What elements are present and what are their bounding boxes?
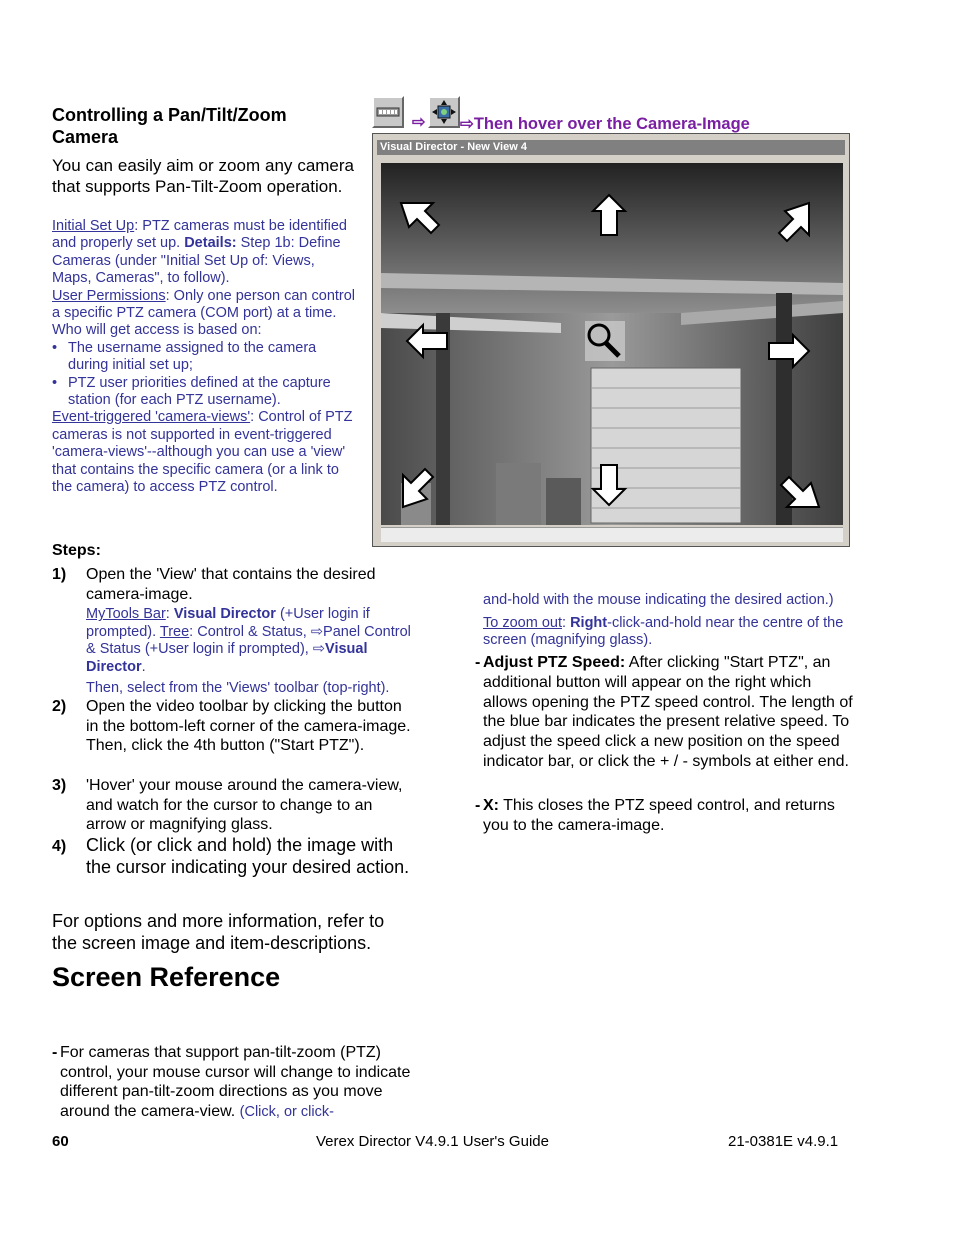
permissions-text: : Only one person can control a specific PTZ camera (COM port) at a time. Who will get access is based on: (52, 287, 356, 339)
close-ptz-item (475, 796, 855, 836)
hover-instruction (414, 114, 750, 134)
arrow-right-icon: ⇨ (460, 115, 474, 133)
intro-paragraph: You can easily aim or zoom any camera that supports Pan-Tilt-Zoom operation. (52, 156, 354, 196)
step-number: 4) (52, 838, 67, 855)
footer-title: Verex Director V4.9.1 User's Guide (316, 1133, 549, 1150)
steps-heading: Steps: (52, 542, 101, 559)
ptz-item (52, 1043, 432, 1122)
notes-block (52, 218, 356, 497)
window-title: Visual Director - New View 4 (377, 140, 845, 155)
tree-link[interactable]: Tree (159, 623, 190, 640)
video-toolbar-button[interactable] (372, 96, 404, 128)
step-1-note: Then, select from the 'Views' toolbar (top-right). (86, 679, 390, 696)
page-number: 60 (52, 1133, 69, 1150)
status-bar (381, 527, 843, 542)
hover-instruction-text: Then hover over the Camera-Image (473, 115, 750, 133)
step-number: 2) (52, 698, 67, 715)
magnifier-icon (585, 321, 625, 361)
toolbar-icon (374, 98, 402, 126)
adjust-speed-item (475, 653, 855, 772)
setup-text-2: Step 1b: Define Cameras (under "Initial Set Up of: Views, Maps, Cameras", to follow). (52, 235, 341, 287)
document-number: 21-0381E v4.9.1 (728, 1133, 839, 1150)
details-label: Details: (184, 235, 237, 252)
event-text: : Control of PTZ cameras is not supported in event-triggered 'camera-views'--although you can use a 'view' that contains the specific camera (or a link to the camera) to access PTZ control. (52, 409, 353, 496)
close-label: X: (483, 797, 499, 814)
step-1 (52, 565, 412, 697)
permissions-list (52, 340, 356, 410)
visual-director-window (372, 133, 850, 547)
item-dash: - (52, 1044, 58, 1061)
visual-director-label: Visual Director (86, 641, 368, 675)
right-label: Right (570, 615, 608, 631)
setup-text: : PTZ cameras must be identified and properly set up. (52, 218, 347, 252)
zoom-out-note: To zoom out: Right-click-and-hold near the centre of the screen (magnifying glass). (483, 615, 844, 649)
bullet-icon: • (52, 374, 58, 391)
step-text: Click (or click and hold) the image with the cursor indicating your desired action. (86, 835, 410, 877)
user-permissions-link[interactable]: User Permissions (52, 287, 166, 304)
zoom-out-link[interactable]: To zoom out (483, 615, 562, 631)
more-info-paragraph: For options and more information, refer to the screen image and item-descriptions. (52, 911, 385, 953)
step-number: 1) (52, 566, 67, 583)
screen-reference-heading: Screen Reference (52, 962, 281, 992)
step-3 (52, 776, 412, 835)
camera-scene (381, 163, 843, 525)
adjust-speed-label: Adjust PTZ Speed: (483, 654, 626, 671)
step-number: 3) (52, 777, 67, 794)
step-text: 'Hover' your mouse around the camera-view, and watch for the cursor to change to an arrow or magnifying glass. (86, 777, 403, 834)
visual-director-label: Visual Director (173, 606, 276, 623)
list-item: • PTZ user priorities defined at the capture station (for each PTZ username). (52, 374, 331, 409)
section-title: Controlling a Pan/Tilt/Zoom Camera (52, 105, 287, 147)
close-text: This closes the PTZ speed control, and returns you to the camera-image. (483, 797, 835, 834)
arrow-right-icon: ⇨ (310, 623, 324, 640)
camera-image[interactable] (381, 163, 843, 525)
event-triggered-link[interactable]: Event-triggered 'camera-views' (52, 409, 251, 426)
mytools-bar-link[interactable]: MyTools Bar (86, 606, 166, 623)
bullet-icon: • (52, 339, 58, 356)
step-2 (52, 697, 412, 756)
arrow-right-icon: ⇨ (312, 641, 326, 658)
step-text: Open the 'View' that contains the desired camera-image. (86, 566, 376, 603)
list-item: • The username assigned to the camera during initial set up; (52, 339, 317, 374)
item-dash: - (475, 654, 481, 671)
arrow-right-icon: ⇨ (412, 114, 426, 131)
item-dash: - (475, 797, 481, 814)
step-text: Open the video toolbar by clicking the button in the bottom-left corner of the camera-image. Then, click the 4th button ("Start PTZ"). (86, 698, 411, 755)
step-4 (52, 834, 412, 878)
adjust-speed-text: After clicking "Start PTZ", an additional button will appear on the right which allows opening the PTZ speed control. The length of the blue bar indicates the present relative speed. To adjust the speed click a new position on the speed indicator bar, or click the + / - symbols at either end. (483, 654, 853, 770)
ptz-item-note: (Click, or click- (239, 1103, 334, 1120)
step-1-path: MyTools Bar: Visual Director (+User login if prompted). Tree: Control & Status, ⇨Panel Control & Status (+User login if prompted), ⇨Visual Director. (86, 606, 411, 675)
ptz-item-text: For cameras that support pan-tilt-zoom (PTZ) control, your mouse cursor will change to indicate different pan-tilt-zoom directions as you move around the camera-view. (60, 1044, 411, 1120)
initial-setup-link[interactable]: Initial Set Up (52, 218, 135, 234)
click-instruction-cont: and-hold with the mouse indicating the desired action.) (483, 592, 834, 608)
